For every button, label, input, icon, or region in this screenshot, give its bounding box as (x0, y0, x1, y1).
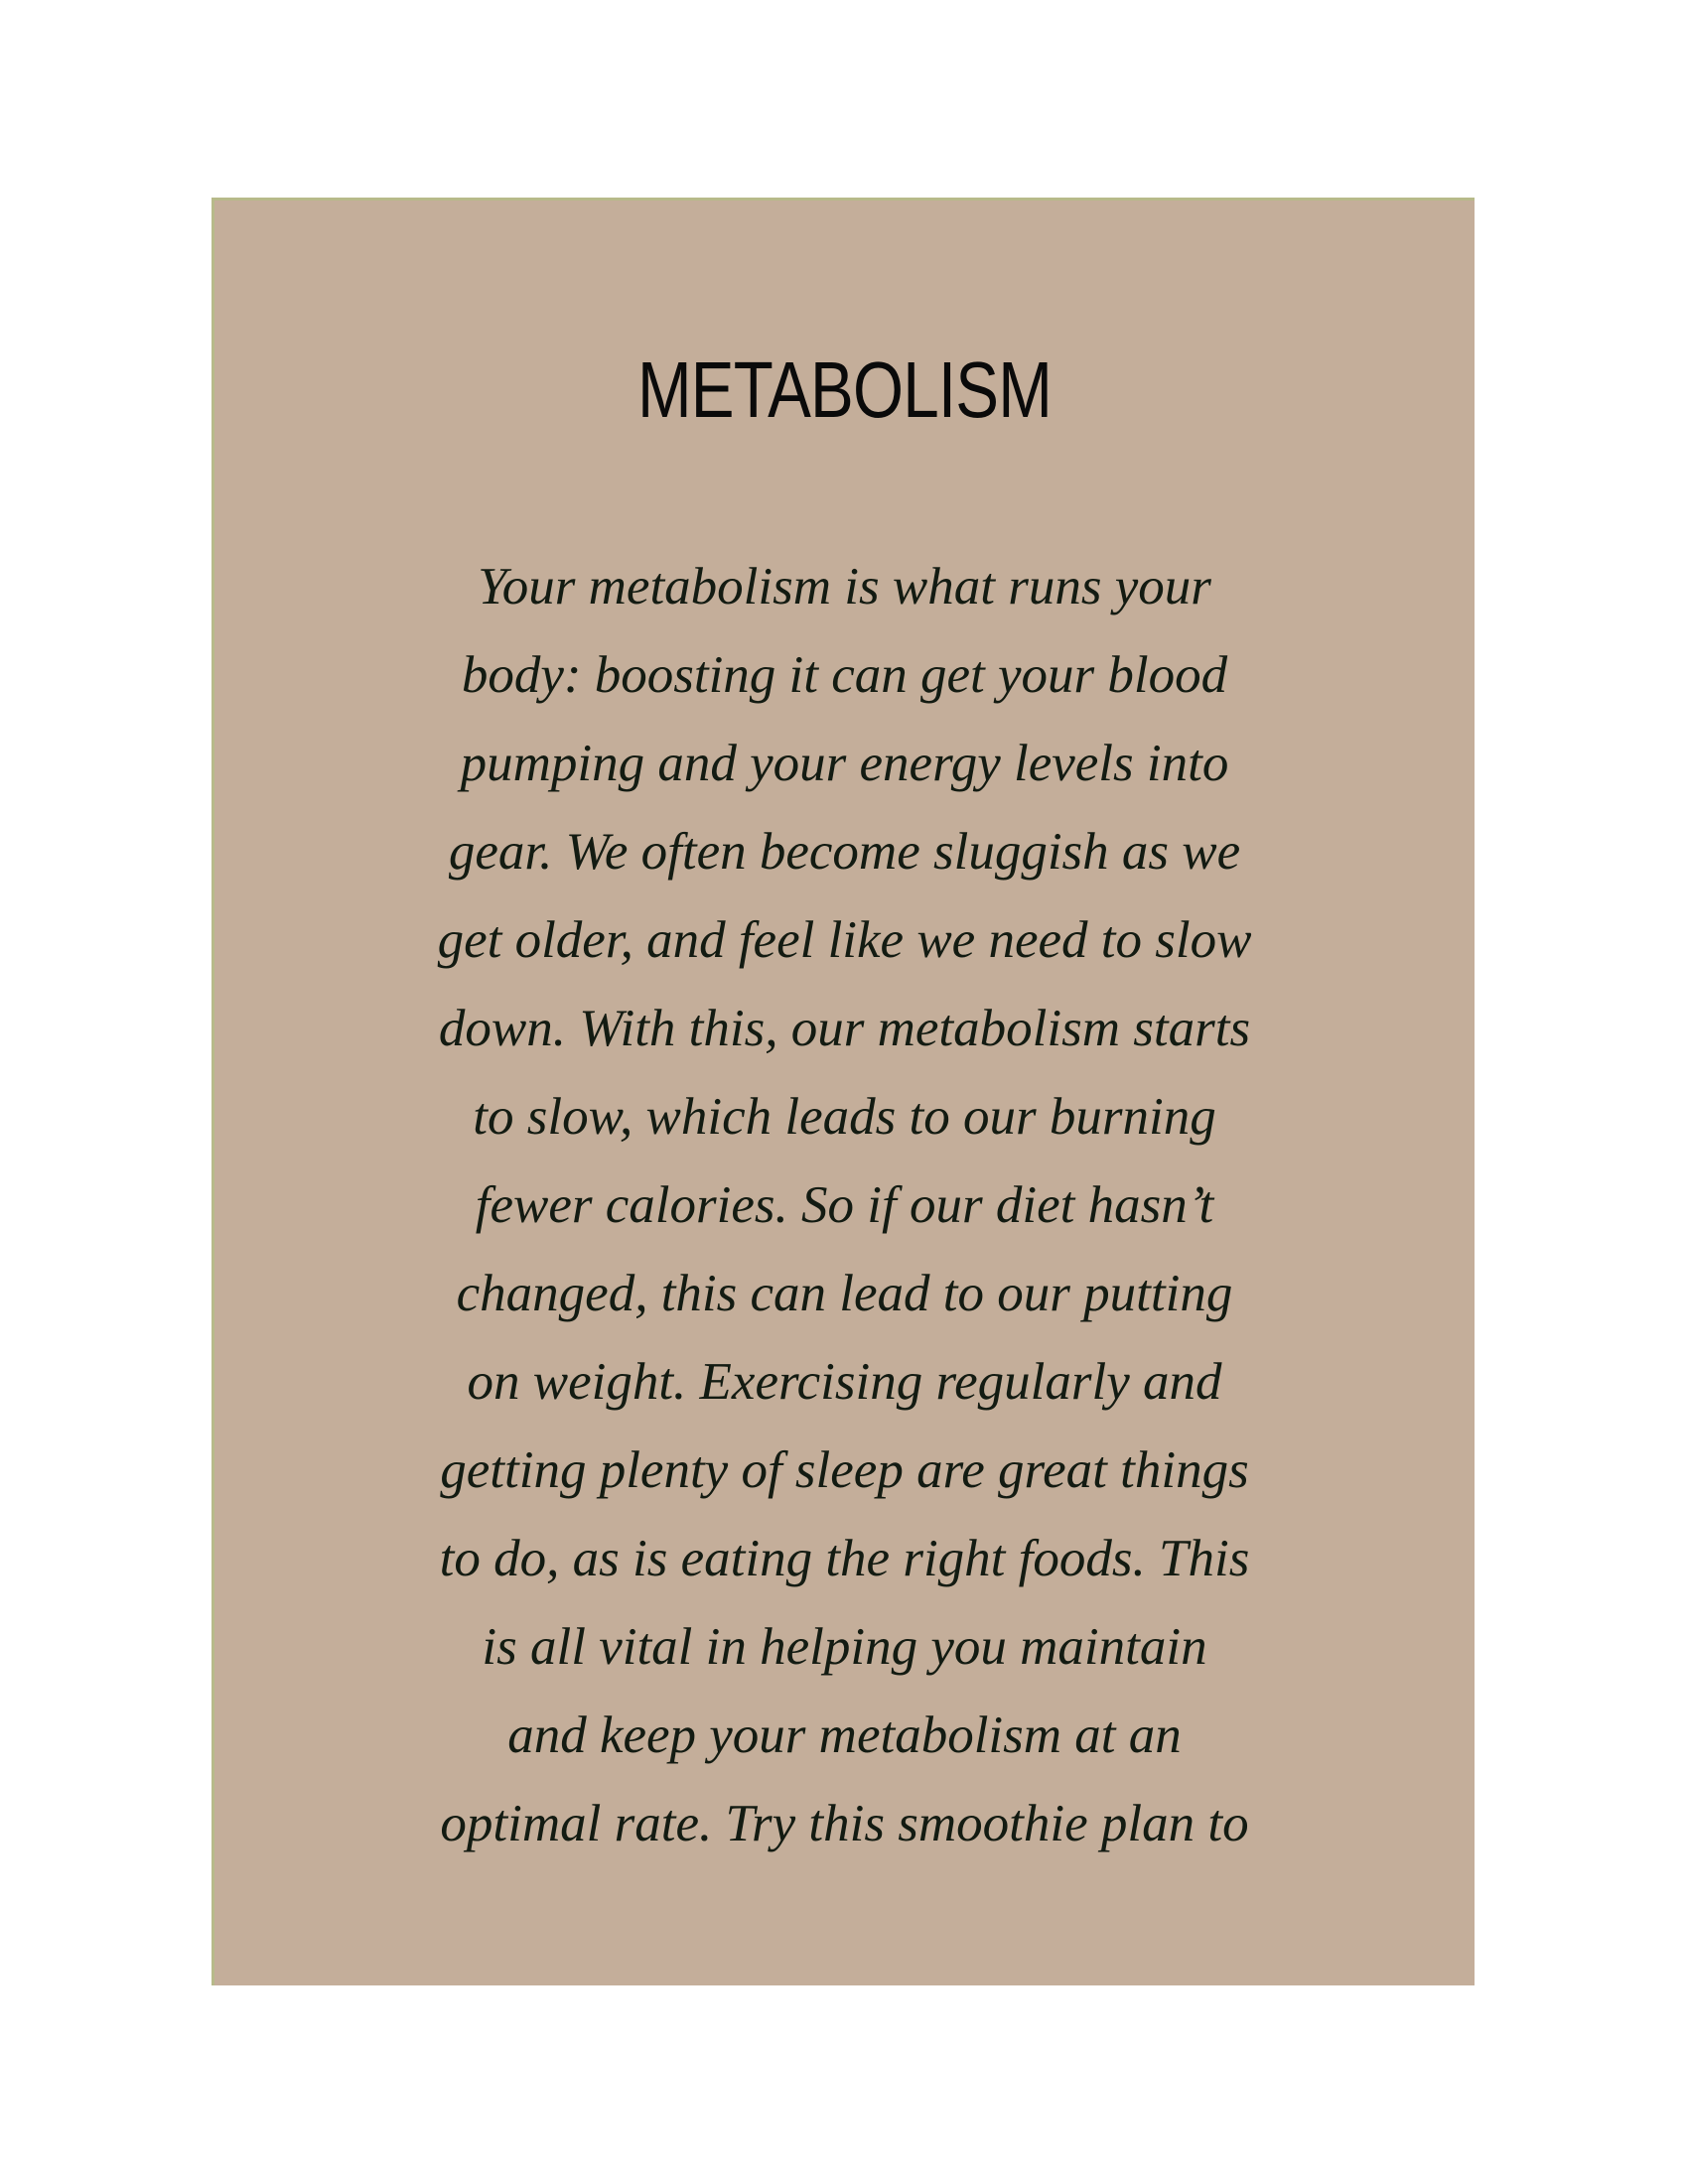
body-line: down. With this, our metabolism starts (438, 1000, 1251, 1057)
body-line: getting plenty of sleep are great things (440, 1441, 1249, 1499)
body-text (214, 543, 1475, 1868)
body-line: changed, this can lead to our putting (456, 1265, 1233, 1322)
body-line: and keep your metabolism at an (507, 1706, 1182, 1764)
body-line: to slow, which leads to our burning (473, 1088, 1216, 1146)
page-title: METABOLISM (636, 345, 1053, 434)
body-line: Your metabolism is what runs your (478, 558, 1211, 615)
body-line: pumping and your energy levels into (460, 735, 1229, 792)
body-line: to do, as is eating the right foods. This (439, 1530, 1250, 1587)
body-line: get older, and feel like we need to slow (437, 911, 1252, 969)
content-panel (211, 198, 1475, 1985)
body-line: gear. We often become sluggish as we (448, 823, 1241, 881)
body-line: fewer calories. So if our diet hasn’t (475, 1176, 1214, 1234)
body-line: optimal rate. Try this smoothie plan to (440, 1795, 1249, 1852)
body-line: body: boosting it can get your blood (461, 646, 1228, 704)
body-line: is all vital in helping you maintain (482, 1618, 1207, 1676)
body-line: on weight. Exercising regularly and (467, 1353, 1222, 1411)
